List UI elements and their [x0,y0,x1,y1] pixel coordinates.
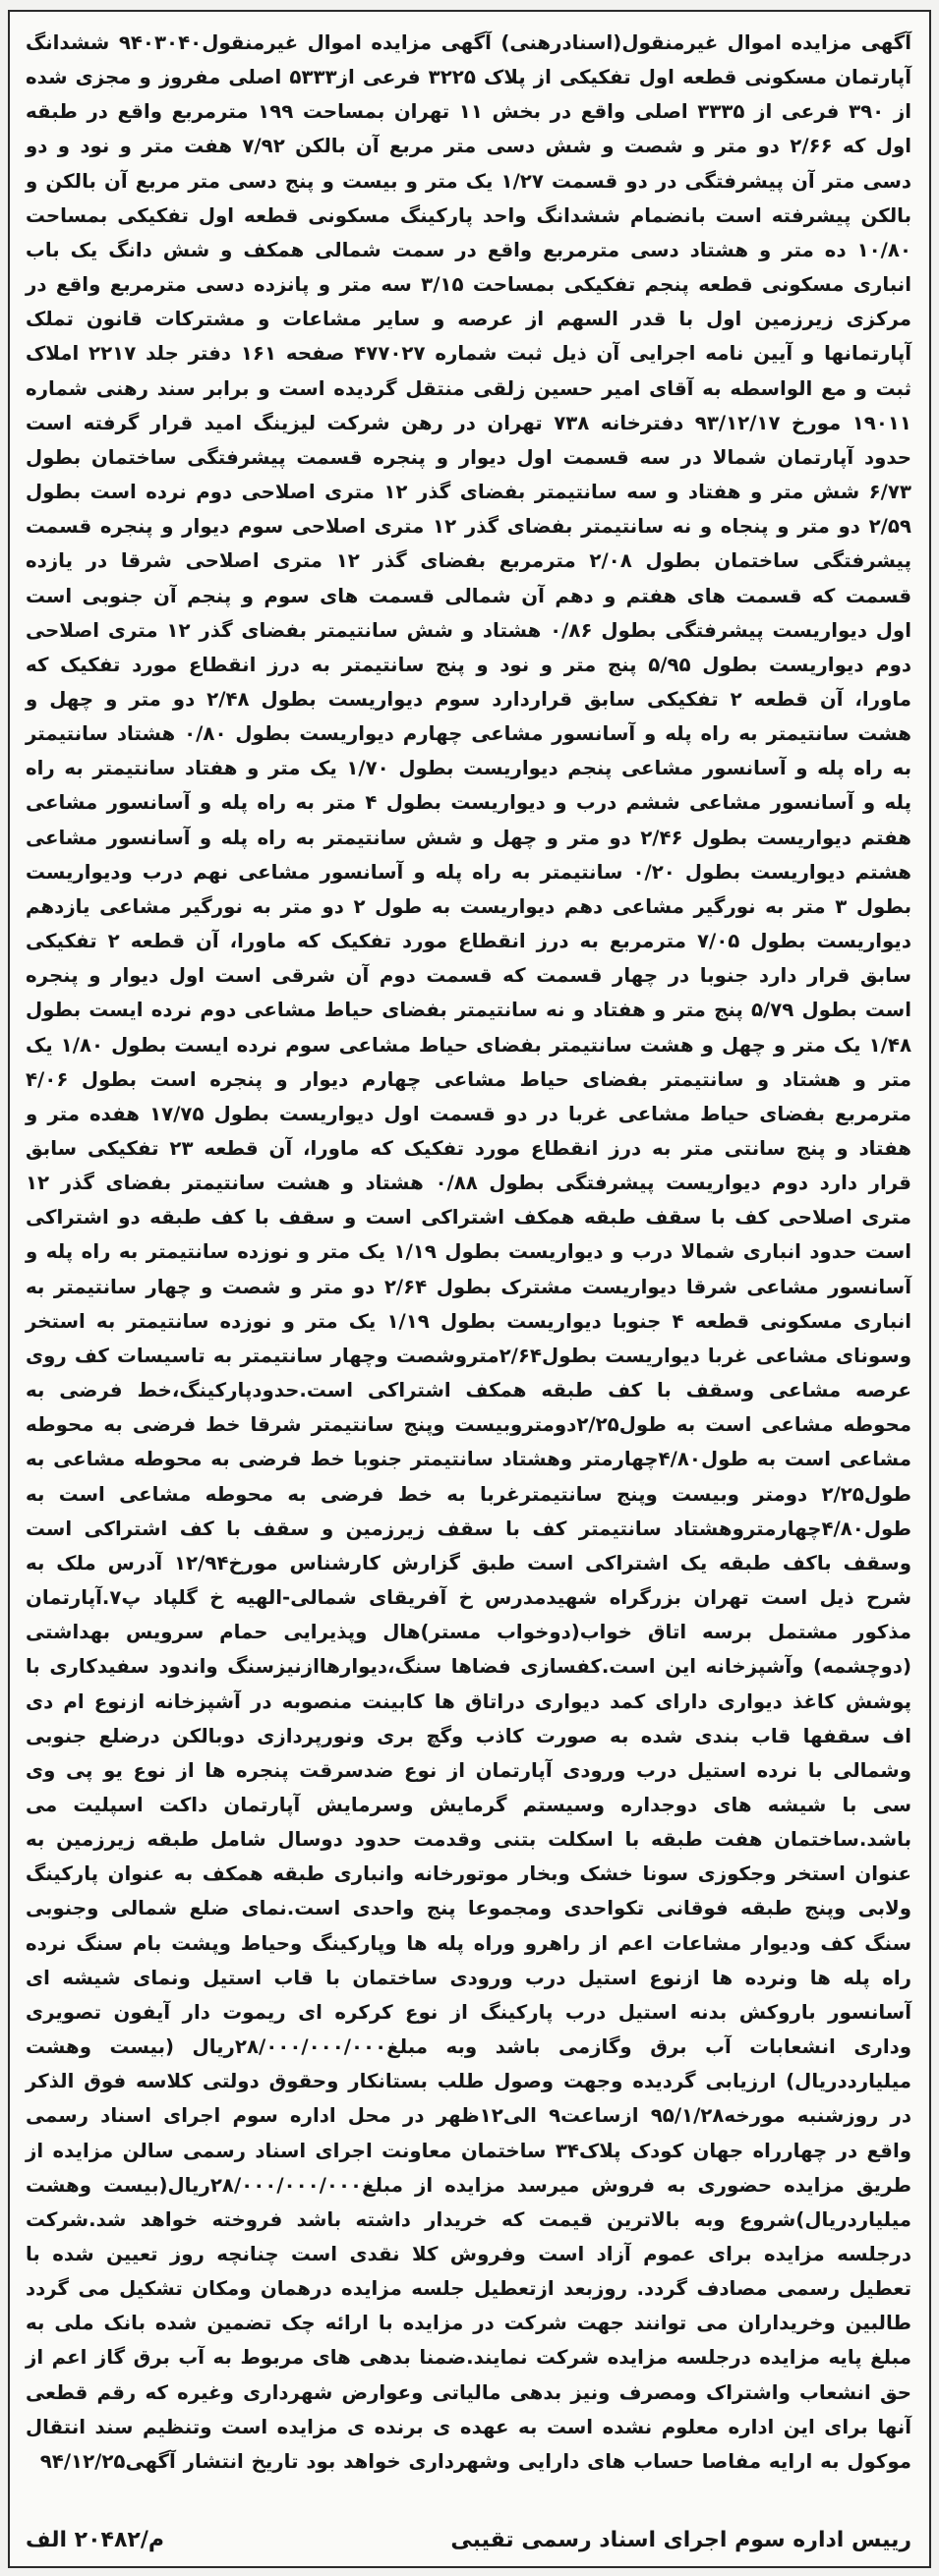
notice-paragraph: آگهی مزایده اموال غیرمنقول(اسنادرهنی) آگهی مزایده اموال غیرمنقول۹۴۰۳۰۴۰ ششدانگ آپارتمان مسکونی قطعه اول تفکیکی از پلاک ۳۲۲۵ فرعی از۵۳۳۳ اصلی مفروز و مجزی شده از ۳۹۰ فرعی از ۳۳۳۵ اصلی واقع در بخش ۱۱ تهران بمساحت ۱۹۹ مترمربع واقع در طبقه اول که ۲/۶۶ دو متر و شصت و شش دسی متر مربع آن بالکن ۷/۹۲ هفت متر و نود و دو دسی متر آن پیشرفتگی در دو قسمت ۱/۲۷ یک متر و بیست و پنج دسی متر مربع آن بالکن و بالکن پیشرفته است بانضمام ششدانگ واحد پارکینگ مسکونی قطعه اول تفکیکی بمساحت ۱۰/۸۰ ده متر و هشتاد دسی مترمربع واقع در سمت شمالی همکف و شش دانگ یک باب انباری مسکونی قطعه پنجم تفکیکی بمساحت ۳/۱۵ سه متر و پانزده دسی مترمربع واقع در مرکزی زیرزمین اول با قدر السهم از عرصه و سایر مشاعات و مشترکات قانون تملک آپارتمانها و آیین نامه اجرایی آن ذیل ثبت شماره ۴۷۷۰۲۷ صفحه ۱۶۱ دفتر جلد ۲۲۱۷ املاک ثبت و مع الواسطه به آقای امیر حسین زلقی منتقل گردیده است و برابر سند رهنی شماره ۱۹۰۱۱ مورخ ۹۳/۱۲/۱۷ دفترخانه ۷۳۸ تهران در رهن شرکت لیزینگ امید قرار گرفته است حدود آپارتمان شمالا در سه قسمت اول دیوار و پنجره قسمت پیشرفتگی ساختمان بطول ۶/۷۳ شش متر و هفتاد و سه سانتیمتر بفضای گذر ۱۲ متری اصلاحی دوم نرده است بطول ۲/۵۹ دو متر و پنجاه و نه سانتیمتر بفضای گذر ۱۲ متری اصلاحی سوم دیوار و پنجره قسمت پیشرفتگی ساختمان بطول ۲/۰۸ مترمربع بفضای گذر ۱۲ متری اصلاحی شرقا در یازده قسمت که قسمت های هفتم و دهم آن شمالی قسمت های سوم و پنجم آن جنوبی است اول دیواریست پیشرفتگی بطول ۰/۸۶ هشتاد و شش سانتیمتر بفضای گذر ۱۲ متری اصلاحی دوم دیواریست بطول ۵/۹۵ پنج متر و نود و پنج سانتیمتر به درز انقطاع مورد تفکیک که ماورا، آن قطعه ۲ تفکیکی سابق قراردارد سوم دیواریست بطول ۲/۴۸ دو متر و چهل و هشت سانتیمتر به راه پله و آسانسور مشاعی چهارم دیواریست بطول ۰/۸۰ هشتاد سانتیمتر به راه پله و آسانسور مشاعی پنجم دیواریست بطول ۱/۷۰ یک متر و هفتاد سانتیمتر به راه پله و آسانسور مشاعی ششم درب و دیواریست بطول ۴ متر به راه پله و آسانسور مشاعی هفتم دیواریست بطول ۲/۴۶ دو متر و چهل و شش سانتیمتر به راه پله و آسانسور مشاعی هشتم دیواریست بطول ۰/۲۰ سانتیمتر به راه پله و آسانسور مشاعی نهم درب ودیواریست بطول ۳ متر به نورگیر مشاعی دهم دیواریست به طول ۲ دو متر به نورگیر مشاعی یازدهم دیواریست بطول ۷/۰۵ مترمربع به درز انقطاع مورد تفکیک که ماورا، آن قطعه ۲ تفکیکی سابق قرار دارد جنوبا در چهار قسمت که قسمت دوم آن شرقی است اول دیوار و پنجره است بطول ۵/۷۹ پنج متر و هفتاد و نه سانتیمتر بفضای حیاط مشاعی دوم نرده ایست بطول ۱/۴۸ یک متر و چهل و هشت سانتیمتر بفضای حیاط مشاعی سوم نرده ایست بطول ۱/۸۰ یک متر و هشتاد و سانتیمتر بفضای حیاط مشاعی چهارم دیوار و پنجره است بطول ۴/۰۶ مترمربع بفضای حیاط مشاعی غربا در دو قسمت اول دیواریست بطول ۱۷/۷۵ هفده متر و هفتاد و پنج سانتی متر به درز انقطاع مورد تفکیک که ماورا، آن قطعه ۲۳ تفکیکی سابق قرار دارد دوم دیواریست پیشرفتگی بطول ۰/۸۸ هشتاد و هشت سانتیمتر بفضای گذر ۱۲ متری اصلاحی کف با سقف طبقه همکف اشتراکی است و سقف با کف طبقه دو اشتراکی است حدود انباری شمالا درب و دیواریست بطول ۱/۱۹ یک متر و نوزده سانتیمتر به راه پله و آسانسور مشاعی شرقا دیواریست مشترک بطول ۲/۶۴ دو متر و شصت و چهار سانتیمتر به انباری مسکونی قطعه ۴ جنوبا دیواریست بطول ۱/۱۹ یک متر و نوزده سانتیمتر به استخر وسونای مشاعی غربا دیواریست بطول۲/۶۴متروشصت وچهار سانتیمتر به تاسیسات کف روی عرصه مشاعی وسقف با کف طبقه همکف اشتراکی است.حدودپارکینگ،خط فرضی به محوطه مشاعی است به طول۲/۲۵دومتروبیست وپنج سانتیمتر شرقا خط فرضی به محوطه مشاعی است به طول۴/۸۰چهارمتر وهشتاد سانتیمتر جنوبا خط فرضی به محوطه مشاعی به طول۲/۲۵ دومتر وبیست وپنج سانتیمترغربا به خط فرضی به محوطه مشاعی است به طول۴/۸۰چهارمتروهشتاد سانتیمتر کف با سقف زیرزمین و سقف با کف اشتراکی است وسقف باکف طبقه یک اشتراکی است طبق گزارش کارشناس مورخ۱۲/۹۴ آدرس ملک به شرح ذیل است تهران بزرگراه شهیدمدرس خ آفریقای شمالی-الهیه خ گلپاد پ۷.آپارتمان مذکور مشتمل برسه اتاق خواب(دوخواب مستر)هال وپذیرایی حمام سرویس بهداشتی (دوچشمه) وآشپزخانه این است.کفسازی فضاها سنگ،دیوارهاازنیزسنگ واندود سفیدکاری با پوشش کاغذ دیواری دارای کمد دیواری دراتاق ها کابینت منصوبه در آشپزخانه ازنوع ام دی اف سقفها قاب بندی شده به صورت کاذب وگچ بری ونورپردازی دوبالکن درضلع جنوبی وشمالی با نرده استیل درب ورودی آپارتمان از نوع ضدسرقت پنجره ها از نوع یو پی وی سی با شیشه های دوجداره وسیستم گرمایش وسرمایش آپارتمان داکت اسپلیت می باشد.ساختمان هفت طبقه با اسکلت بتنی وقدمت حدود دوسال شامل طبقه زیرزمین به عنوان استخر وجکوزی سونا خشک وبخار موتورخانه وانباری طبقه همکف به عنوان پارکینگ ولابی وپنج طبقه فوقانی تکواحدی ومجموعا پنج واحدی است.نمای ضلع شمالی وجنوبی سنگ کف ودیوار مشاعات اعم از راهرو وراه پله ها وپارکینگ وحیاط وپشت بام سنگ نرده راه پله ها ونرده ها ازنوع استیل درب ورودی ساختمان با قاب استیل ونمای شیشه ای آسانسور باروکش بدنه استیل درب پارکینگ از نوع کرکره ای ریموت دار آیفون تصویری وداری انشعابات آب برق وگازمی باشد وبه مبلغ۲۸/۰۰۰/۰۰۰/۰۰۰ریال (بیست وهشت میلیارددریال) ارزیابی گردیده وجهت وصول طلب بستانکار وحقوق دولتی کلاسه فوق الذکر در روزشنبه مورخه۹۵/۱/۲۸ ازساعت۹ الی۱۲ظهر در محل اداره سوم اجرای اسناد رسمی واقع در چهارراه جهان کودک پلاک۳۴ ساختمان معاونت اجرای اسناد رسمی سالن مزایده از طریق مزایده حضوری به فروش میرسد مزایده از مبلغ۲۸/۰۰۰/۰۰۰/۰۰۰ریال(بیست وهشت میلیاردریال)شروع وبه بالاترین قیمت که خریدار داشته باشد فروخته خواهد شد.شرکت درجلسه مزایده برای عموم آزاد است وفروش کلا نقدی است چنانچه روز تعیین شده با تعطیل رسمی مصادف گردد. روزبعد ازتعطیل جلسه مزایده درهمان ومکان تشکیل می گردد طالبین وخریداران می توانند جهت شرکت در مزایده با ارائه چک تضمین شده بانک ملی به مبلغ پایه مزایده درجلسه مزایده شرکت نمایند.ضمنا بدهی های مربوط به آب برق گاز اعم از حق انشعاب واشتراک ومصرف ونیز بدهی مالیاتی وعوارض شهرداری وغیره که رقم قطعی آنها برای این اداره معلوم نشده است به عهده ی برنده ی مزایده است وتنظیم سند انتقال موکول به ارایه مفاصا حساب های دارایی وشهرداری خواهد بود تاریخ انتشار آگهی۹۴/۱۲/۲۵ [26,31,912,2473]
auction-notice [8,10,931,2568]
notice-footer [26,2528,911,2552]
notice-body [26,26,911,2479]
signature-line: رییس اداره سوم اجرای اسناد رسمی تقیبی [450,2528,911,2552]
reference-code: م/۲۰۴۸۲ الف [26,2528,164,2552]
